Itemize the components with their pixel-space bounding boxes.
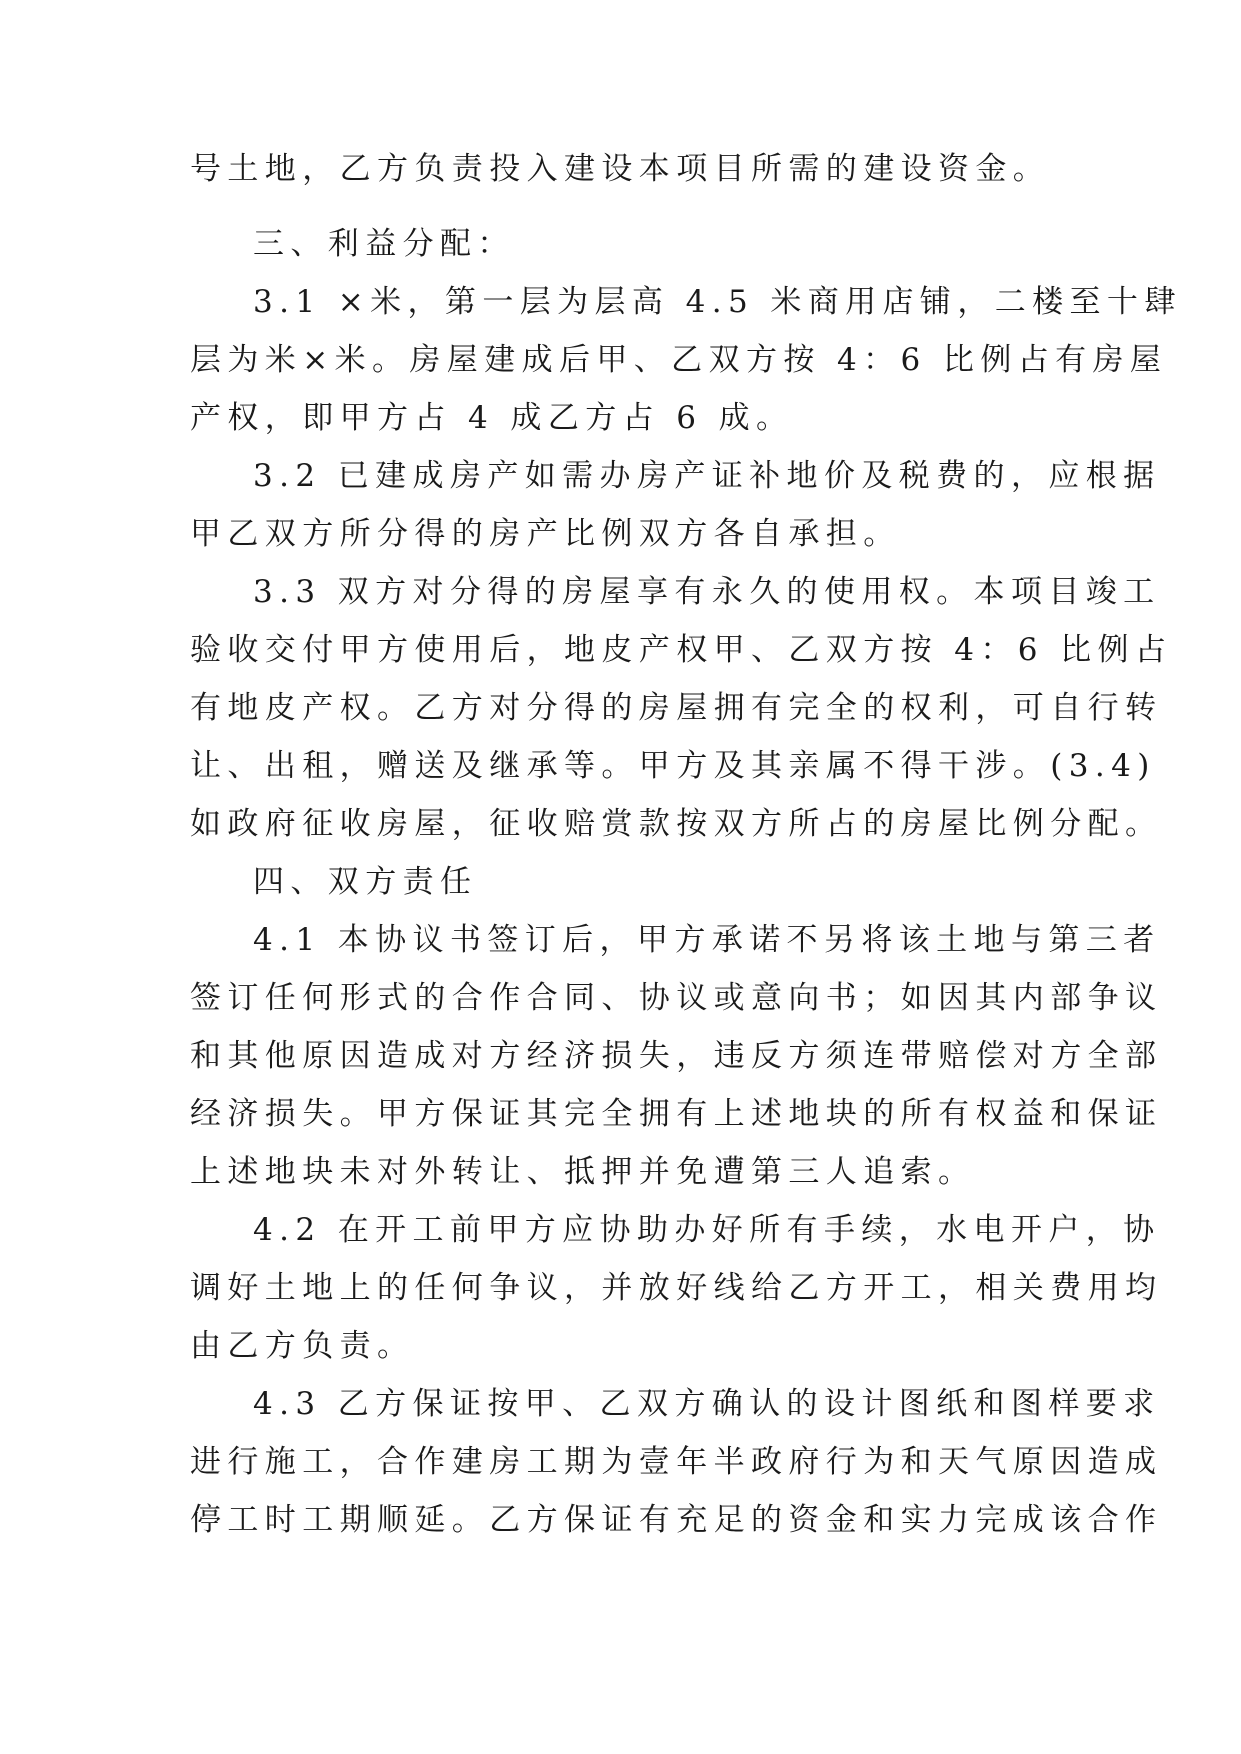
text-line: 层为米×米。房屋建成后甲、乙双方按 4：6 比例占有房屋	[190, 342, 1168, 378]
section-heading: 四、双方责任	[253, 864, 478, 900]
text-line: 进行施工，合作建房工期为壹年半政府行为和天气原因造成	[190, 1444, 1163, 1480]
text-line: 3.3 双方对分得的房屋享有永久的使用权。本项目竣工	[253, 574, 1161, 610]
text-line: 停工时工期顺延。乙方保证有充足的资金和实力完成该合作	[190, 1502, 1163, 1538]
text-line: 让、出租，赠送及继承等。甲方及其亲属不得干涉。(3.4)	[190, 748, 1156, 784]
section-heading: 三、利益分配：	[253, 226, 515, 262]
text-line: 上述地块未对外转让、抵押并免遭第三人追索。	[190, 1154, 976, 1190]
text-line: 签订任何形式的合作合同、协议或意向书；如因其内部争议	[190, 980, 1163, 1016]
text-line: 4.1 本协议书签订后，甲方承诺不另将该土地与第三者	[253, 922, 1161, 958]
text-line: 3.1 ×米，第一层为层高 4.5 米商用店铺，二楼至十肆	[253, 284, 1182, 320]
text-line: 号土地，乙方负责投入建设本项目所需的建设资金。	[190, 151, 1051, 187]
text-line: 调好土地上的任何争议，并放好线给乙方开工，相关费用均	[190, 1270, 1163, 1306]
text-line: 如政府征收房屋，征收赔赏款按双方所占的房屋比例分配。	[190, 806, 1163, 842]
text-line: 由乙方负责。	[190, 1328, 415, 1364]
text-line: 4.2 在开工前甲方应协助办好所有手续，水电开户，协	[253, 1212, 1161, 1248]
text-line: 甲乙双方所分得的房产比例双方各自承担。	[190, 516, 901, 552]
text-line: 经济损失。甲方保证其完全拥有上述地块的所有权益和保证	[190, 1096, 1163, 1132]
text-line: 和其他原因造成对方经济损失，违反方须连带赔偿对方全部	[190, 1038, 1163, 1074]
text-line: 验收交付甲方使用后，地皮产权甲、乙双方按 4：6 比例占	[190, 632, 1173, 668]
text-line: 产权，即甲方占 4 成乙方占 6 成。	[190, 400, 794, 436]
text-line: 4.3 乙方保证按甲、乙双方确认的设计图纸和图样要求	[253, 1386, 1161, 1422]
text-line: 3.2 已建成房产如需办房产证补地价及税费的，应根据	[253, 458, 1161, 494]
text-line: 有地皮产权。乙方对分得的房屋拥有完全的权利，可自行转	[190, 690, 1163, 726]
